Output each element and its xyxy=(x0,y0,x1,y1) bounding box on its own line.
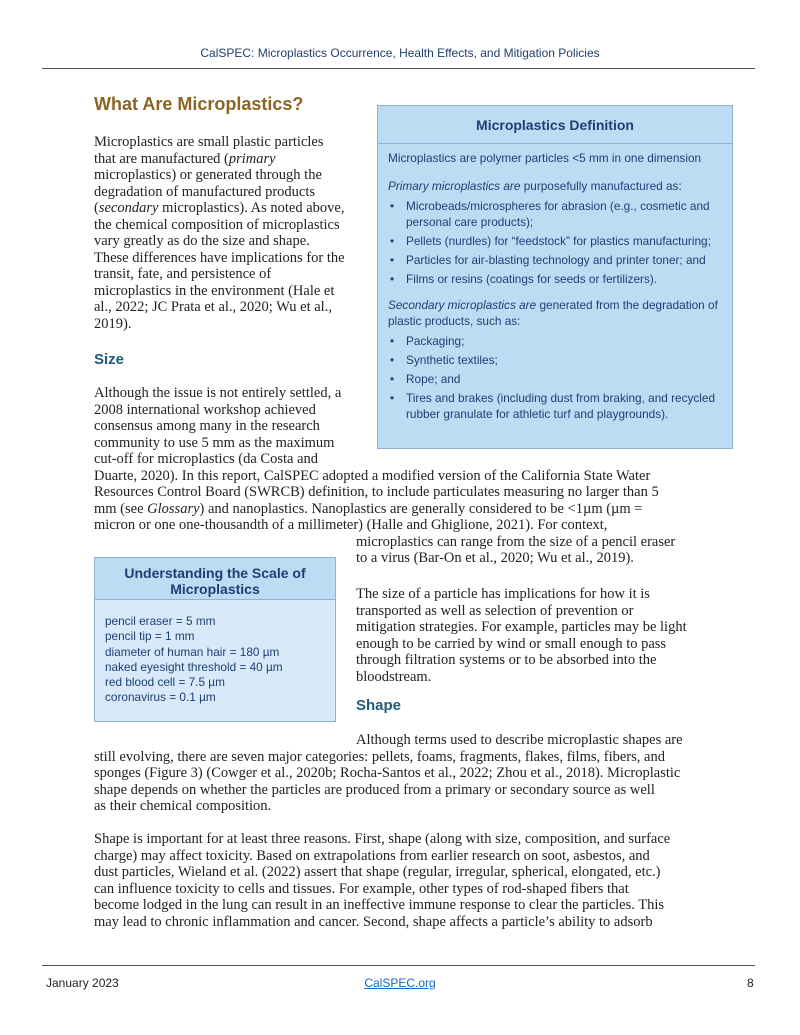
size-line: consensus among many in the research xyxy=(94,418,320,434)
intro-line: the chemical composition of microplastics xyxy=(94,216,340,233)
section-heading-shape: Shape xyxy=(356,697,402,714)
shape-line: can influence toxicity to cells and tissues. For example, other types of rod-shaped fibers that xyxy=(94,880,629,897)
size-paragraph-part3 xyxy=(356,534,716,567)
footer-link[interactable]: CalSPEC.org xyxy=(364,976,436,990)
secondary-list xyxy=(388,333,722,422)
section-heading-size: Size xyxy=(94,351,125,368)
primary-list xyxy=(388,198,722,287)
text-segment: that are manufactured ( xyxy=(94,150,229,167)
primary-rest: purposefully manufactured as: xyxy=(520,179,682,193)
size-para2-line: bloodstream. xyxy=(356,668,432,685)
text-segment: mm (see xyxy=(94,500,148,517)
size-line xyxy=(94,501,734,518)
primary-list-item: • Pellets (nurdles) for “feedstock” for plastics manufacturing; xyxy=(388,233,722,249)
size-line: Resources Control Board (SWRCB) definition, to include particulates measuring no larger than 5 xyxy=(94,484,659,500)
size-line: community to use 5 mm as the maximum xyxy=(94,434,335,451)
scale-box-title: Understanding the Scale of Microplastics xyxy=(124,565,306,597)
scale-item: diameter of human hair = 180 µm xyxy=(105,644,280,659)
size-para2-line: mitigation strategies. For example, particles may be light xyxy=(356,619,687,635)
secondary-list-item: • Tires and brakes (including dust from braking, and recycled rubber granulate for athletic turf and playgrounds). xyxy=(388,390,722,422)
intro-line: degradation of manufactured products xyxy=(94,183,316,200)
italic-term: primary xyxy=(228,150,276,167)
scale-list xyxy=(95,600,335,706)
size-line: Duarte, 2020). In this report, CalSPEC adopted a modified version of the California State Water xyxy=(94,467,651,484)
intro-line: microplastics) or generated through the xyxy=(94,167,322,183)
size-line: Although the issue is not entirely settled, a xyxy=(94,385,342,401)
shape-paragraph-1 xyxy=(94,749,734,815)
secondary-label: Secondary microplastics are xyxy=(388,298,537,312)
text-segment: microplastics). As noted above, xyxy=(158,200,345,216)
text-segment: ( xyxy=(94,200,99,216)
size-line: to a virus (Bar-On et al., 2020; Wu et al., 2019). xyxy=(356,550,634,566)
size-paragraph-part2 xyxy=(94,468,734,534)
size-line: micron or one one-thousandth of a millimeter) (Halle and Ghiglione, 2021). For context, xyxy=(94,517,608,533)
page-number: 8 xyxy=(747,976,754,990)
primary-list-item: • Microbeads/microspheres for abrasion (e.g., cosmetic and personal care products); xyxy=(388,198,722,230)
shape-line: may lead to chronic inflammation and cancer. Second, shape affects a particle’s ability to adsorb xyxy=(94,913,653,930)
scale-item: red blood cell = 7.5 µm xyxy=(105,675,225,690)
scale-item: naked eyesight threshold = 40 µm xyxy=(105,659,283,674)
shape-line: sponges (Figure 3) (Cowger et al., 2020b; Rocha-Santos et al., 2022; Zhou et al., 2018). Microplastic xyxy=(94,765,681,781)
scale-item: pencil tip = 1 mm xyxy=(105,629,195,644)
shape-line: shape depends on whether the particles are produced from a primary or secondary source as well xyxy=(94,781,655,798)
intro-line: microplastics in the environment (Hale et xyxy=(94,282,335,299)
definition-box-title: Microplastics Definition xyxy=(476,117,634,133)
secondary-list-item: • Synthetic textiles; xyxy=(388,352,722,368)
header-divider xyxy=(42,68,755,69)
intro-line: Microplastics are small plastic particles xyxy=(94,134,324,150)
size-para2-line: through filtration systems or to be absorbed into the xyxy=(356,652,657,668)
size-para2-line: The size of a particle has implications for how it is xyxy=(356,586,650,602)
secondary-definition xyxy=(388,297,722,329)
primary-label: Primary microplastics are xyxy=(388,179,521,193)
shape-paragraph-first-line: Although terms used to describe microplastic shapes are xyxy=(356,732,683,748)
intro-line: vary greatly as do the size and shape. xyxy=(94,233,310,249)
primary-definition xyxy=(388,178,722,194)
text-segment: ) and nanoplastics. Nanoplastics are generally considered to be <1µm (µm = xyxy=(199,500,643,517)
secondary-list-item: • Packaging; xyxy=(388,333,722,349)
intro-line xyxy=(94,200,364,217)
secondary-rest: generated from the degradation of plastic products, such as: xyxy=(388,298,718,328)
size-paragraph-2 xyxy=(356,586,726,685)
shape-line: still evolving, there are seven major categories: pellets, foams, fragments, flakes, films, fibers, and xyxy=(94,748,665,765)
size-para2-line: enough to be carried by wind or small enough to pass xyxy=(356,635,667,652)
size-paragraph-part1 xyxy=(94,385,364,468)
shape-line: dust particles, Wieland et al. (2022) assert that shape (regular, irregular, spherical, elongated, etc.) xyxy=(94,864,661,880)
intro-line: 2019). xyxy=(94,315,132,332)
footer-divider xyxy=(42,965,755,966)
size-para2-line: transported as well as selection of prevention or xyxy=(356,602,634,619)
primary-list-item: • Particles for air-blasting technology and printer toner; and xyxy=(388,252,722,268)
definition-intro: Microplastics are polymer particles <5 mm in one dimension xyxy=(388,151,702,165)
primary-list-item: • Films or resins (coatings for seeds or fertilizers). xyxy=(388,271,722,287)
shape-paragraph-2 xyxy=(94,831,734,930)
footer-date: January 2023 xyxy=(46,976,119,990)
running-header: CalSPEC: Microplastics Occurrence, Health Effects, and Mitigation Policies xyxy=(200,46,600,60)
secondary-list-item: • Rope; and xyxy=(388,371,722,387)
intro-line: transit, fate, and persistence of xyxy=(94,266,272,282)
italic-term: Glossary xyxy=(147,500,200,517)
italic-term: secondary xyxy=(98,200,159,216)
intro-line: al., 2022; JC Prata et al., 2020; Wu et al., xyxy=(94,299,332,315)
microplastics-definition-box xyxy=(377,105,733,449)
intro-paragraph xyxy=(94,134,364,332)
shape-line: become lodged in the lung can result in an ineffective immune response to clear the particles. This xyxy=(94,897,665,913)
scale-of-microplastics-box xyxy=(94,557,336,722)
shape-line: charge) may affect toxicity. Based on extrapolations from earlier research on soot, asbestos, and xyxy=(94,847,650,864)
scale-item: pencil eraser = 5 mm xyxy=(105,614,216,628)
size-line: 2008 international workshop achieved xyxy=(94,401,316,418)
shape-line: as their chemical composition. xyxy=(94,798,272,814)
size-line: microplastics can range from the size of a pencil eraser xyxy=(356,533,676,550)
intro-line: These differences have implications for the xyxy=(94,249,345,266)
scale-item: coronavirus = 0.1 µm xyxy=(105,690,216,705)
shape-line: Shape is important for at least three reasons. First, shape (along with size, composition, and surface xyxy=(94,831,671,847)
size-line: cut-off for microplastics (da Costa and xyxy=(94,451,319,467)
intro-line xyxy=(94,151,364,168)
section-heading-what-are-microplastics: What Are Microplastics? xyxy=(94,94,304,114)
